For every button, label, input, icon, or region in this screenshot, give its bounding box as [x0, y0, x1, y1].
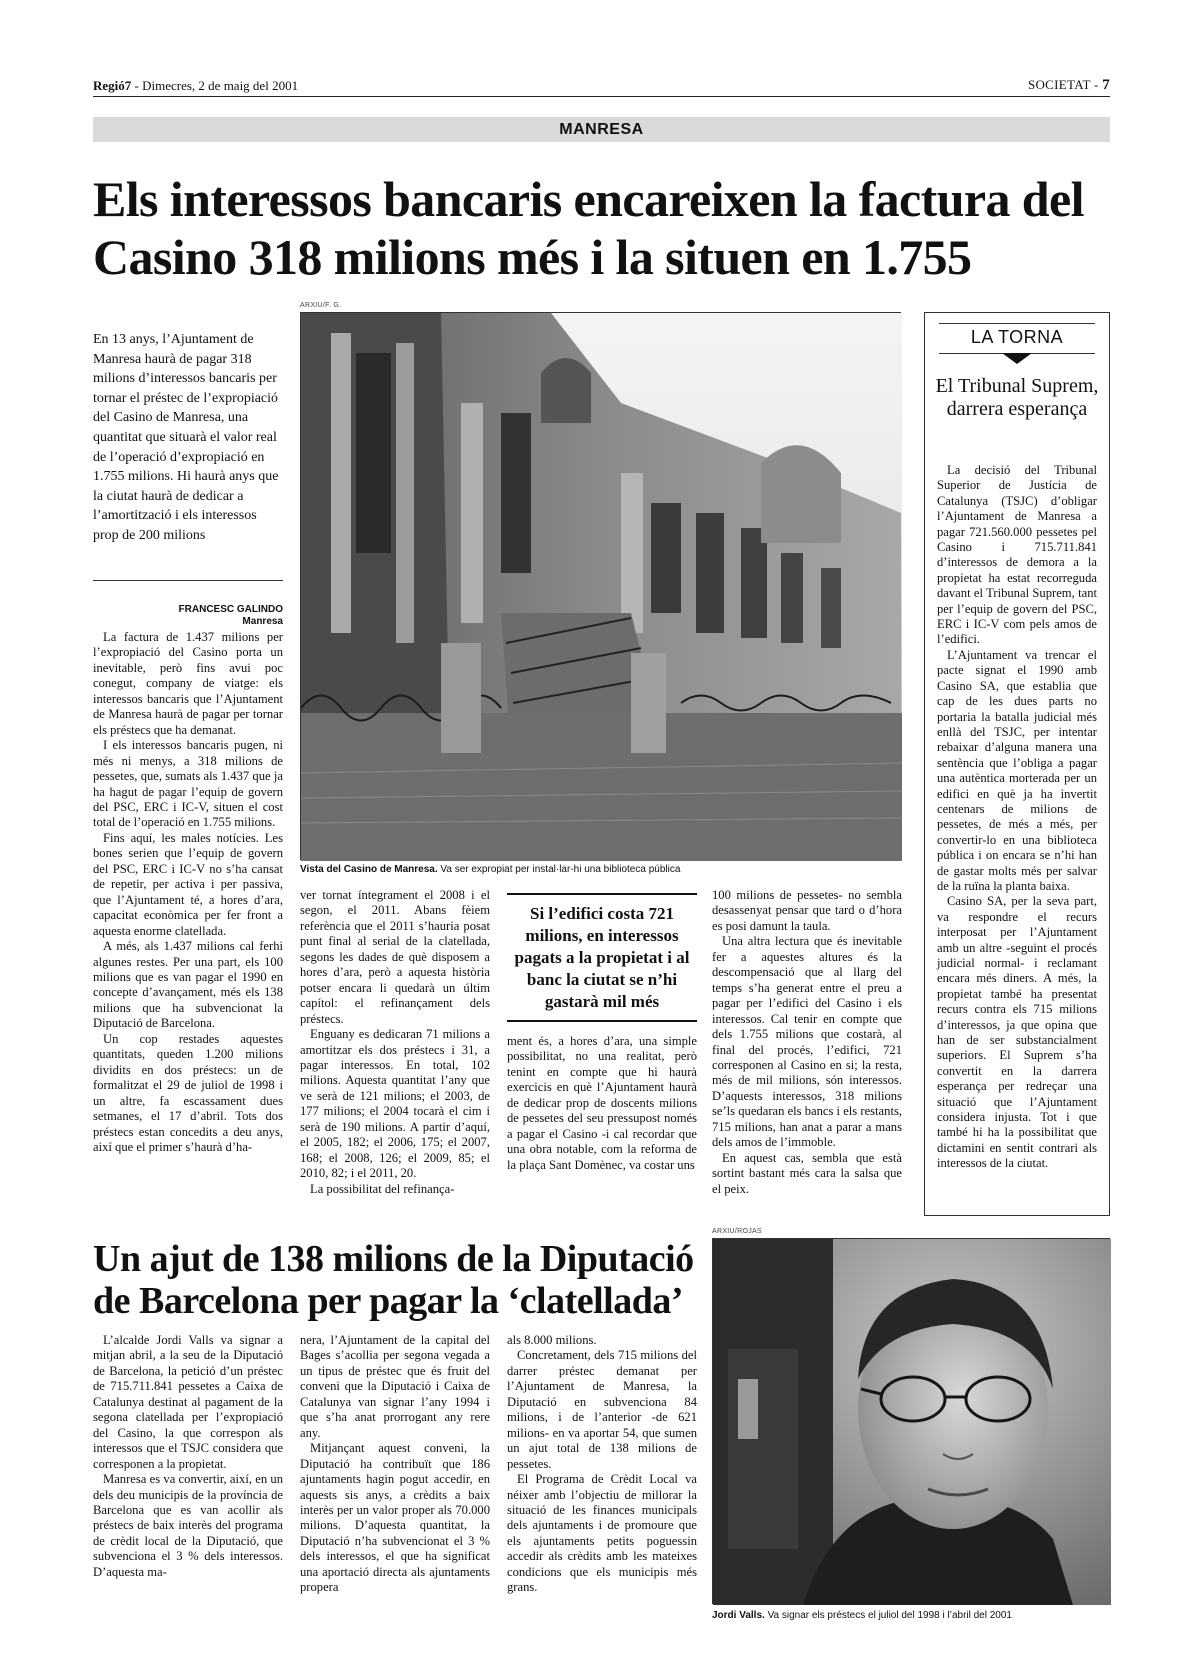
- photo-credit: ARXIU/ROJAS: [712, 1228, 762, 1235]
- paragraph: nera, l’Ajuntament de la capital del Bages s’acollia per segona vegada a un tipus de préstec que és fruit del conveni que la Diputació i Caixa de Catalunya van signar l’any 1994 i que s’ha anat prorrogant any rere any.: [300, 1333, 490, 1440]
- page-number: 7: [1102, 77, 1110, 93]
- paragraph: El Programa de Crèdit Local va néixer amb l’objectiu de millorar la situació de les finances municipals dels ajuntaments i de promoure que els ajuntaments petits poguessin accedir als crèdits amb les mateixes condicions que els municipis més grans.: [507, 1472, 697, 1595]
- paragraph: En aquest cas, sembla que està sortint bastant més cara la salsa que el peix.: [712, 1150, 902, 1196]
- byline-place: Manresa: [242, 616, 283, 627]
- caption-title: Vista del Casino de Manresa.: [300, 864, 438, 875]
- paragraph: L’alcalde Jordi Valls va signar a mitjan abril, a la seu de la Diputació de Barcelona, la petició d’un préstec de 715.711.841 pessetes a Caixa de Catalunya destinat al pagament de la segona clatellada per l’expropiació del Casino, la que correspon als interessos que el TSJC considera que corresponen a la propietat.: [93, 1333, 283, 1471]
- paragraph: Un cop restades aquestes quantitats, queden 1.200 milions dividits en dos préstecs: un de formalitzat el 29 de juliol de 1998 i un altre, fa escassament dues setmanes, el 17 d’abril. Tots dos préstecs estan concedits a deu anys, així que el primer s’haurà d’ha-: [93, 1031, 283, 1154]
- jordi-valls-portrait-image: [713, 1239, 1111, 1605]
- photo-caption: [300, 864, 901, 876]
- secondary-headline: Un ajut de 138 milions de la Diputació de Barcelona per pagar la ‘clatellada’: [93, 1238, 694, 1322]
- section-name: SOCIETAT -: [1027, 77, 1103, 92]
- paragraph: ment és, a hores d’ara, una simple possibilitat, no una realitat, però tenint en compte que hi haurà exercicis en què l’Ajuntament haurà de dedicar prop de doscents milions de pessetes del seu pressupost només a pagar el Casino -i cal recordar que una obra notable, com la reforma de la plaça Sant Domènec, va costar uns: [507, 1034, 697, 1172]
- byline-author: FRANCESC GALINDO: [178, 604, 283, 615]
- lead-paragraph: En 13 anys, l’Ajuntament de Manresa haurà de pagar 318 milions d’interessos bancaris per tornar el préstec de l’expropiació del Casino de Manresa, una quantitat que situarà el valor real de l’operació d’expropiació en 1.755 milions. Hi haurà anys que la ciutat haurà de dedicar a l’amortització i els interessos prop de 200 milions: [93, 332, 279, 543]
- issue-date: - Dimecres, 2 de maig del 2001: [131, 78, 299, 93]
- paragraph: Casino SA, per la seva part, va respondre el recurs interposat per l’Ajuntament amb un altre -seguint el procés judicial normal- i reclamant encara més diners. A més, la propietat també ha presentat recurs contra els 715 milions d’interessos, ja que opina que han de ser substancialment superiors. El Suprem s’ha convertit en la darrera esperança per redreçar una situació que l’Ajuntament considera injusta. Tot i que també hi ha la possibilitat que dictamini en sentit contrari als interessos de la ciutat.: [937, 894, 1097, 1171]
- sidebar-label: LA TORNA: [970, 327, 1064, 347]
- article-column-2: [300, 888, 490, 1196]
- photo-credit: ARXIU/F. G.: [300, 302, 342, 309]
- paragraph: Enguany es dedicaran 71 milions a amortitzar els dos préstecs i 31, a pagar interessos. En total, 102 milions. Aquesta quantitat l’any que ve serà de 121 milions; el 2003, de 177 milions; el 2004 tocarà el cim i serà de 190 milions. A partir d’aquí, el 2005, 182; el 2006, 175; el 2007, 168; el 2008, 126; el 2009, 85; el 2010, 82; i el 2011, 20.: [300, 1027, 490, 1181]
- header-right: [1028, 77, 1110, 94]
- paragraph: ver tornat íntegrament el 2008 i el segon, el 2011. Abans fèiem referència que el 2011 s’hauria posat punt final al serial de la clatellada, segons les dades de què disposem a hores d’ara, però a aquesta història potser encara li quedarà un últim capítol: el refinançament dels préstecs.: [300, 888, 490, 1026]
- casino-photo: [300, 312, 901, 860]
- sidebar-rule-top: [939, 323, 1095, 324]
- paragraph: Fins aquí, les males notícies. Les bones serien que l’equip de govern del PSC, ERC i IC-V no s’ha cansat de repetir, per activa i per passiva, que l’Ajuntament té, a hores d’ara, capacitat econòmica per fer front a aquesta enorme clatellada.: [93, 830, 283, 938]
- header-rule: [93, 96, 1110, 97]
- article-column-1: [93, 630, 283, 1188]
- caption-text: Va signar els préstecs el juliol del 1998 i l’abril del 2001: [764, 1610, 1012, 1621]
- pull-quote: Si l’edifici costa 721 milions, en interessos pagats a la propietat i al banc la ciutat se n’hi gastarà mil més: [514, 904, 690, 1011]
- caption-title: Jordi Valls.: [712, 1610, 765, 1621]
- article-column-4: [712, 888, 902, 1196]
- paragraph: Una altra lectura que és inevitable fer a aquestes altures és la descompensació que al llarg del temps s’ha generat entre el preu a pagar per l’edifici del Casino i els interessos. Cal tenir en compte que dels 1.755 milions que costarà, al final del procés, l’edifici, 721 corresponen al Casino en si; la resta, més de mil milions, són interessos. D’aquests interessos, 318 milions se’ls quedaran els bancs i els restants, 715 milions, han anat a parar a mans dels amos de l’immoble.: [712, 934, 902, 1150]
- paragraph: I els interessos bancaris pugen, ni més ni menys, a 318 milions de pessetes, que, sumats als 1.437 que ja ha hagut de pagar l’equip de govern del PSC, ERC i IC-V, situen el cost total de l’operació en 1.755 milions.: [93, 738, 283, 830]
- secondary-column-1: [93, 1333, 283, 1613]
- casino-building-image: [301, 313, 902, 861]
- paragraph: La possibilitat del refinança-: [310, 1181, 455, 1196]
- paragraph: als 8.000 milions.: [507, 1333, 597, 1347]
- header-left: [93, 78, 298, 94]
- section-bar: MANRESA: [93, 117, 1110, 142]
- paragraph: La factura de 1.437 milions per l’expropiació del Casino porta un inevitable, però fins avui poc conegut, company de viatge: els interessos bancaris que l’Ajuntament de Manresa haurà de pagar per tornar els préstecs que ha demanat.: [93, 630, 283, 737]
- caption-text: Va ser expropiat per instal·lar-hi una biblioteca pública: [437, 864, 681, 875]
- sidebar-title: El Tribunal Suprem, darrera esperança: [935, 375, 1099, 420]
- paragraph: La decisió del Tribunal Superior de Justícia de Catalunya (TSJC) d’obligar l’Ajuntament de Manresa a pagar 721.560.000 pessetes pel Casino i 715.711.841 d’interessos de demora a la propietat ha estat recorreguda davant el Tribunal Suprem, tant per l’equip de govern del PSC, ERC i IC-V com pels amos de l’edifici.: [937, 463, 1097, 647]
- quote-rule-top: [507, 893, 697, 895]
- quote-rule-bottom: [507, 1020, 697, 1022]
- paragraph: A més, als 1.437 milions cal ferhi algunes restes. Per una part, els 100 milions que es van pagar el 1990 en concepte d’avançament, més els 138 milions que ha subvencionat la Diputació de Barcelona.: [93, 939, 283, 1031]
- paragraph: Manresa es va convertir, així, en un dels deu municipis de la província de Barcelona que es van acollir als préstecs de baix interès del programa de crèdit local de la Diputació, que subvenciona el 3 % dels interessos. D’aquesta ma-: [93, 1472, 283, 1579]
- paragraph: 100 milions de pessetes- no sembla desassenyat pensar que tard o d’hora es posi damunt la taula.: [712, 888, 902, 933]
- photo-caption: [712, 1610, 1110, 1622]
- paragraph: Concretament, dels 715 milions del darrer préstec demanat per l’Ajuntament de Manresa, la Diputació en subvenciona 84 milions, i de l’anterior -de 621 milions- en va aportar 54, que sumen un ajut total de 138 milions de pessetes.: [507, 1348, 697, 1471]
- sidebar-box: [924, 312, 1110, 1216]
- paragraph: Mitjançant aquest conveni, la Diputació ha contribuït que 186 ajuntaments hagin pogut accedir, en aquests sis anys, a crèdits a baix interès per un valor proper als 70.000 milions. D’aquesta quantitat, la Diputació n’ha subvencionat el 3 % dels interessos, el que ha significat una aportació directa als ajuntaments propera: [300, 1441, 490, 1595]
- paragraph: L’Ajuntament va trencar el pacte signat el 1990 amb Casino SA, que establia que cap de les dues parts no portaria la batalla judicial més enllà del TSJC, per intentar rebaixar d’alguna manera una sentència que l’obliga a pagar una autèntica morterada per un edifici en què ja ha invertit centenars de milions de pessetes, de més a més, per convertir-lo en una biblioteca pública i on encara se n’hi han de gastar molts més per salvar de la ruïna la planta baixa.: [937, 647, 1097, 893]
- sidebar-body: [937, 463, 1097, 1211]
- headline: Els interessos bancaris encareixen la factura del Casino 318 milions més i la situen en 1.755: [93, 171, 1084, 285]
- secondary-column-2: [300, 1333, 490, 1613]
- portrait-photo: [712, 1238, 1110, 1604]
- arrow-down-icon: [1002, 353, 1032, 365]
- secondary-column-3: [507, 1333, 697, 1613]
- byline: [93, 604, 283, 628]
- lead-rule: [93, 580, 283, 581]
- article-column-3: [507, 1034, 697, 1188]
- newspaper-name: Regió7: [93, 78, 132, 93]
